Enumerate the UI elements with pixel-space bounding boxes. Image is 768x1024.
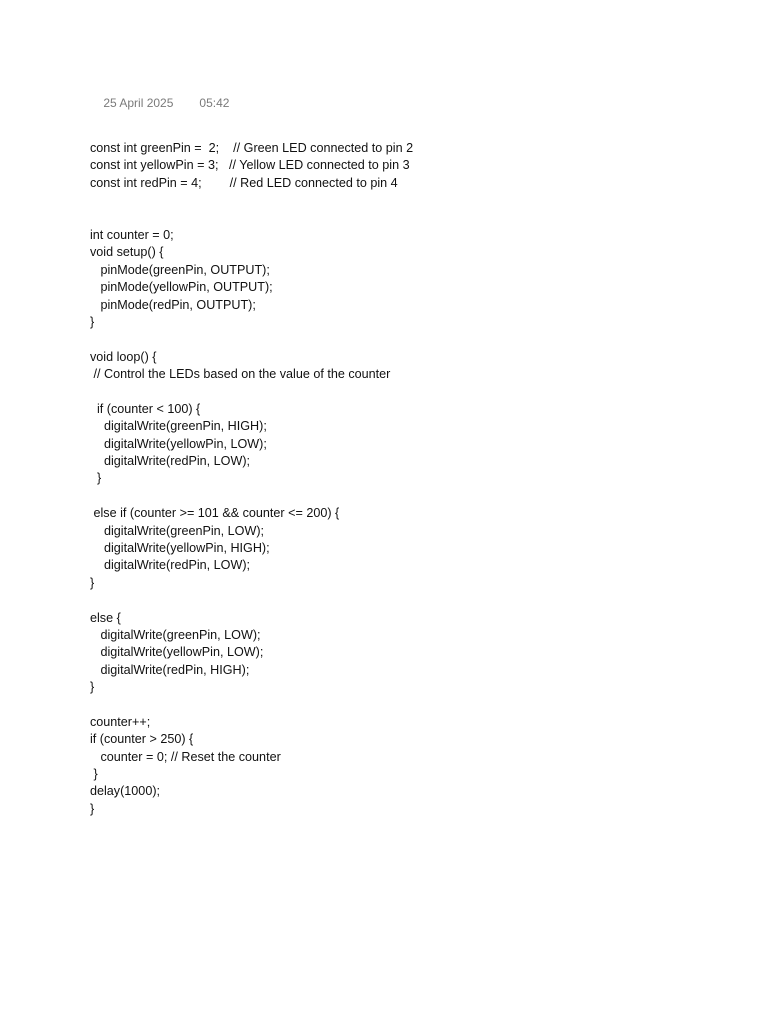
code-line: } xyxy=(90,314,95,329)
code-line: digitalWrite(yellowPin, LOW); xyxy=(90,645,264,660)
code-line: pinMode(redPin, OUTPUT); xyxy=(90,297,256,312)
code-line xyxy=(90,697,730,714)
code-line xyxy=(90,592,730,609)
code-line: // Control the LEDs based on the value of the counter xyxy=(90,367,391,382)
code-line: pinMode(yellowPin, OUTPUT); xyxy=(90,280,273,295)
code-line: digitalWrite(greenPin, HIGH); xyxy=(90,419,267,434)
code-line xyxy=(90,331,730,348)
code-line: const int redPin = 4; // Red LED connected to pin 4 xyxy=(90,175,398,190)
code-line: } xyxy=(90,471,102,486)
code-line xyxy=(90,488,730,505)
code-line: counter++; xyxy=(90,714,151,729)
code-line: void loop() { xyxy=(90,349,157,364)
code-line: int counter = 0; xyxy=(90,227,174,242)
code-line: else if (counter >= 101 && counter <= 200) { xyxy=(90,506,340,521)
code-line: } xyxy=(90,680,95,695)
code-line xyxy=(90,192,730,209)
code-line: if (counter < 100) { xyxy=(90,401,201,416)
note-timestamp xyxy=(90,82,229,124)
code-line xyxy=(90,383,730,400)
code-block xyxy=(90,140,730,818)
code-line: void setup() { xyxy=(90,245,164,260)
code-line: digitalWrite(redPin, LOW); xyxy=(90,558,251,573)
code-line: digitalWrite(yellowPin, LOW); xyxy=(90,436,267,451)
code-line: const int greenPin = 2; // Green LED connected to pin 2 xyxy=(90,141,414,155)
code-line: else { xyxy=(90,610,121,625)
code-line: digitalWrite(yellowPin, HIGH); xyxy=(90,540,270,555)
code-line: const int yellowPin = 3; // Yellow LED connected to pin 3 xyxy=(90,158,410,173)
code-line: delay(1000); xyxy=(90,784,161,799)
code-line xyxy=(90,210,730,227)
code-line: digitalWrite(greenPin, LOW); xyxy=(90,523,265,538)
code-line: if (counter > 250) { xyxy=(90,732,194,747)
note-time: 05:42 xyxy=(199,96,230,110)
code-line: counter = 0; // Reset the counter xyxy=(90,749,281,764)
code-line: } xyxy=(90,767,98,782)
code-line: } xyxy=(90,801,95,816)
code-line: pinMode(greenPin, OUTPUT); xyxy=(90,262,270,277)
code-line: digitalWrite(greenPin, LOW); xyxy=(90,627,261,642)
code-line: } xyxy=(90,575,95,590)
code-line: digitalWrite(redPin, HIGH); xyxy=(90,662,250,677)
note-date: 25 April 2025 xyxy=(103,96,174,110)
code-line: digitalWrite(redPin, LOW); xyxy=(90,454,251,469)
